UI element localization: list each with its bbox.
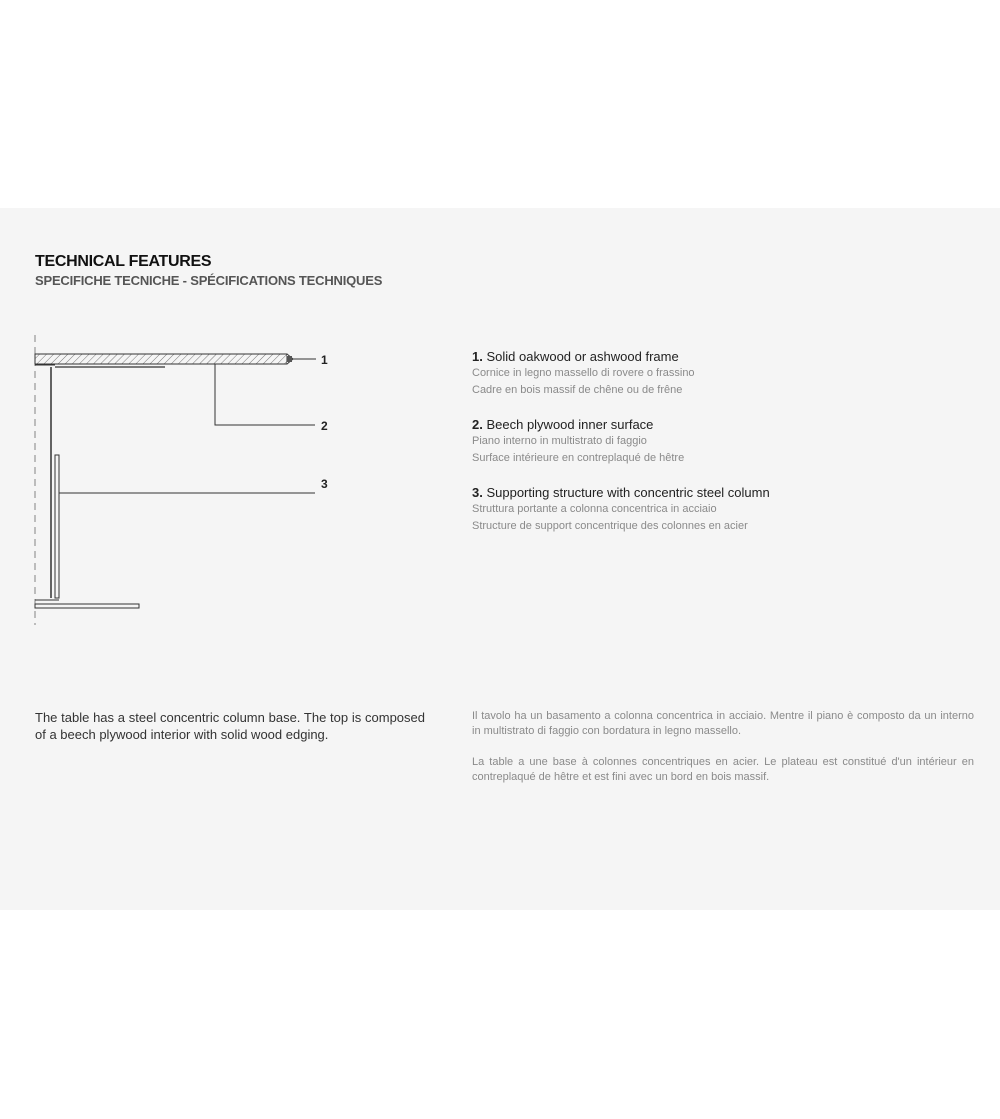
edge-inlay [287, 356, 292, 362]
description-french: La table a une base à colonnes concentriques en acier. Le plateau est constitué d'un intérieur en contreplaqué de hêtre et est fini avec un bord en bois massif. [472, 756, 974, 783]
feature-title [472, 416, 992, 433]
feature-number: 1. [472, 349, 483, 364]
feature-english: Beech plywood inner surface [486, 417, 654, 432]
feature-french: Surface intérieure en contreplaqué de hêtre [472, 452, 685, 464]
feature-item [472, 484, 992, 535]
table-top-frame [35, 354, 287, 364]
page-subtitle: SPECIFICHE TECNICHE - SPÉCIFICATIONS TECHNIQUES [35, 273, 383, 288]
base-plate [35, 604, 139, 608]
feature-item [472, 348, 992, 399]
feature-english: Supporting structure with concentric steel column [486, 485, 770, 500]
feature-italian: Piano interno in multistrato di faggio [472, 435, 647, 447]
feature-item [472, 416, 992, 467]
description-english: The table has a steel concentric column base. The top is composed of a beech plywood interior with solid wood edging. [35, 710, 425, 742]
technical-features-panel [0, 208, 1000, 910]
inner-column [55, 455, 59, 598]
feature-italian: Cornice in legno massello di rovere o frassino [472, 367, 695, 379]
feature-title [472, 484, 992, 501]
callout-number-2: 2 [321, 419, 328, 433]
description-italian: Il tavolo ha un basamento a colonna concentrica in acciaio. Mentre il piano è composto da un interno in multistrato di faggio con bordatura in legno massello. [472, 710, 974, 737]
table-section-diagram [25, 333, 345, 633]
feature-english: Solid oakwood or ashwood frame [486, 349, 679, 364]
callout-number-3: 3 [321, 477, 328, 491]
page-title: TECHNICAL FEATURES [35, 253, 212, 270]
feature-french: Cadre en bois massif de chêne ou de frêne [472, 384, 683, 396]
callout-leader-2 [215, 364, 315, 425]
feature-italian: Struttura portante a colonna concentrica in acciaio [472, 503, 717, 515]
feature-title [472, 348, 992, 365]
feature-number: 3. [472, 485, 483, 500]
callout-number-1: 1 [321, 353, 328, 367]
feature-number: 2. [472, 417, 483, 432]
feature-french: Structure de support concentrique des colonnes en acier [472, 520, 748, 532]
feature-list [472, 348, 992, 552]
